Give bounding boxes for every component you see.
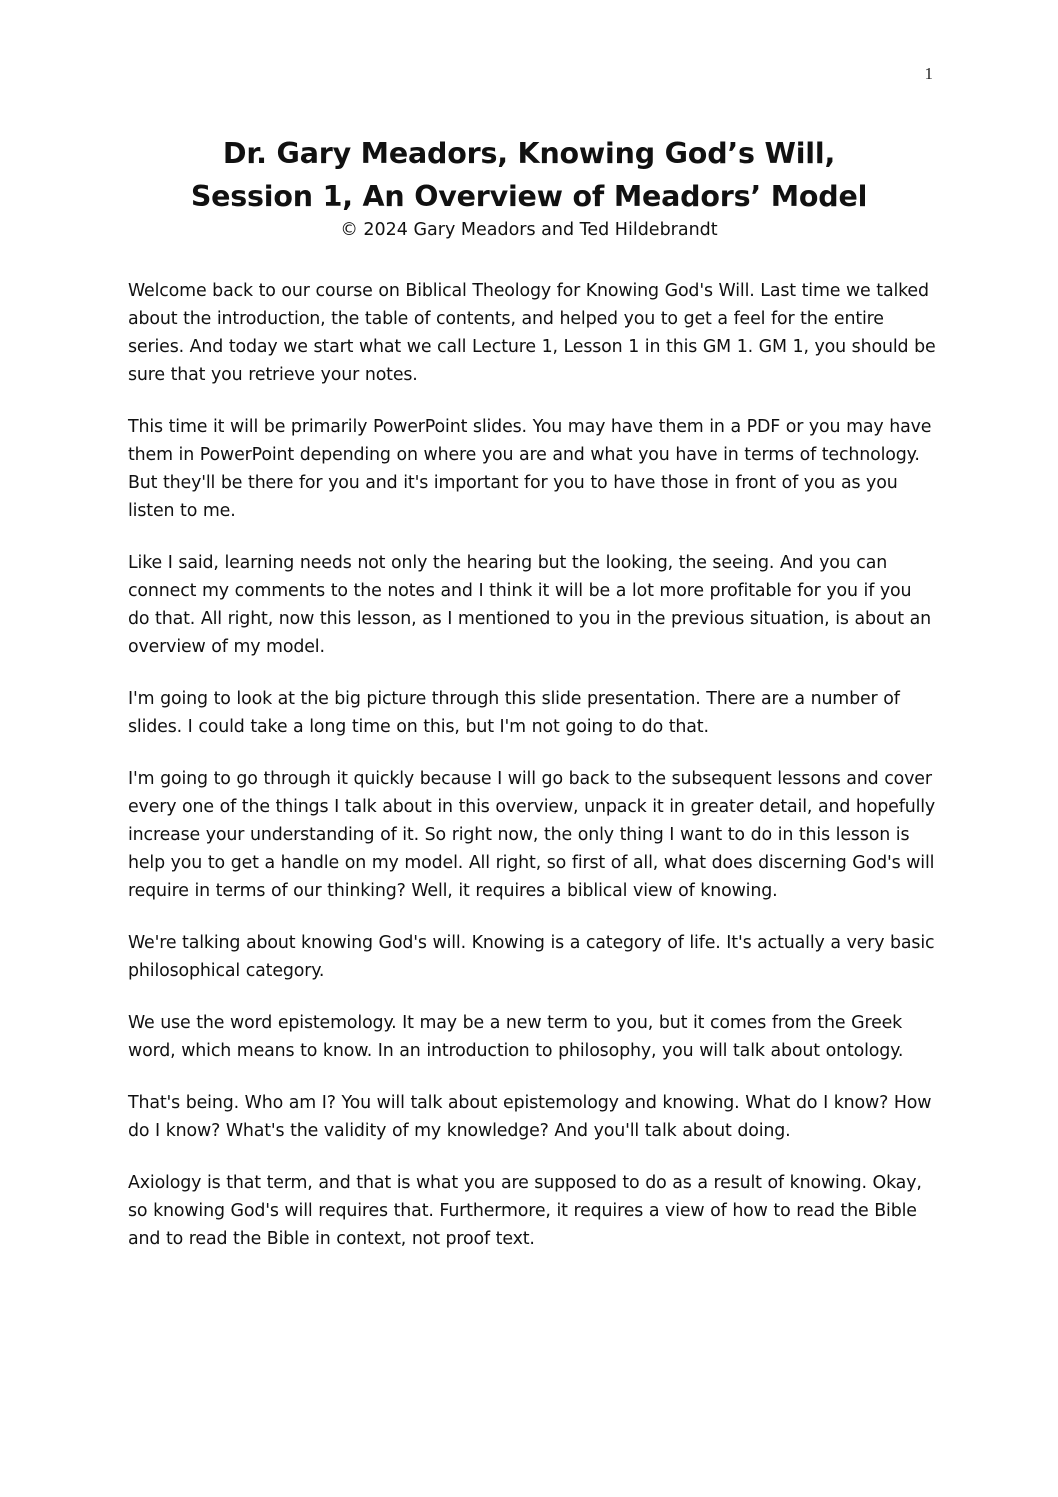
paragraph-2: This time it will be primarily PowerPoint slides. You may have them in a PDF or you may have them in PowerPoint depending on where you are and what you have in terms of technology. But they'll be there for you and it's important for you to have those in front of you as you listen to me.: [128, 417, 932, 521]
page-number: 1: [924, 64, 933, 83]
paragraph-8: That's being. Who am I? You will talk about epistemology and knowing. What do I know? How do I know? What's the validity of my knowledge? And you'll talk about doing.: [128, 1093, 932, 1141]
document-title-line-2: Session 1, An Overview of Meadors’ Model: [190, 180, 868, 213]
paragraph-6: We're talking about knowing God's will. Knowing is a category of life. It's actually a very basic philosophical category.: [128, 933, 935, 981]
paragraph-4: I'm going to look at the big picture through this slide presentation. There are a number of slides. I could take a long time on this, but I'm not going to do that.: [128, 689, 900, 737]
copyright-notice: © 2024 Gary Meadors and Ted Hildebrandt: [340, 220, 718, 240]
document-title-line-1: Dr. Gary Meadors, Knowing God’s Will,: [222, 137, 836, 170]
paragraph-3: Like I said, learning needs not only the hearing but the looking, the seeing. And you can connect my comments to the notes and I think it will be a lot more profitable for you if you do that. All right, now this lesson, as I mentioned to you in the previous situation, is about an overview of my model.: [128, 553, 931, 657]
paragraph-1: Welcome back to our course on Biblical Theology for Knowing God's Will. Last time we talked about the introduction, the table of contents, and helped you to get a feel for the entire series. And today we start what we call Lecture 1, Lesson 1 in this GM 1. GM 1, you should be sure that you retrieve your notes.: [128, 281, 936, 385]
paragraph-7: We use the word epistemology. It may be a new term to you, but it comes from the Greek word, which means to know. In an introduction to philosophy, you will talk about ontology.: [128, 1013, 904, 1061]
document-body: [128, 277, 936, 1277]
title-block: [0, 132, 1058, 242]
paragraph-5: I'm going to go through it quickly because I will go back to the subsequent lessons and cover every one of the things I talk about in this overview, unpack it in greater detail, and hopefully increase your understanding of it. So right now, the only thing I want to do in this lesson is help you to get a handle on my model. All right, so first of all, what does discerning God's will require in terms of our thinking? Well, it requires a biblical view of knowing.: [128, 769, 936, 901]
paragraph-9: Axiology is that term, and that is what you are supposed to do as a result of knowing. Okay, so knowing God's will requires that. Furthermore, it requires a view of how to read the Bible and to read the Bible in context, not proof text.: [128, 1173, 922, 1249]
